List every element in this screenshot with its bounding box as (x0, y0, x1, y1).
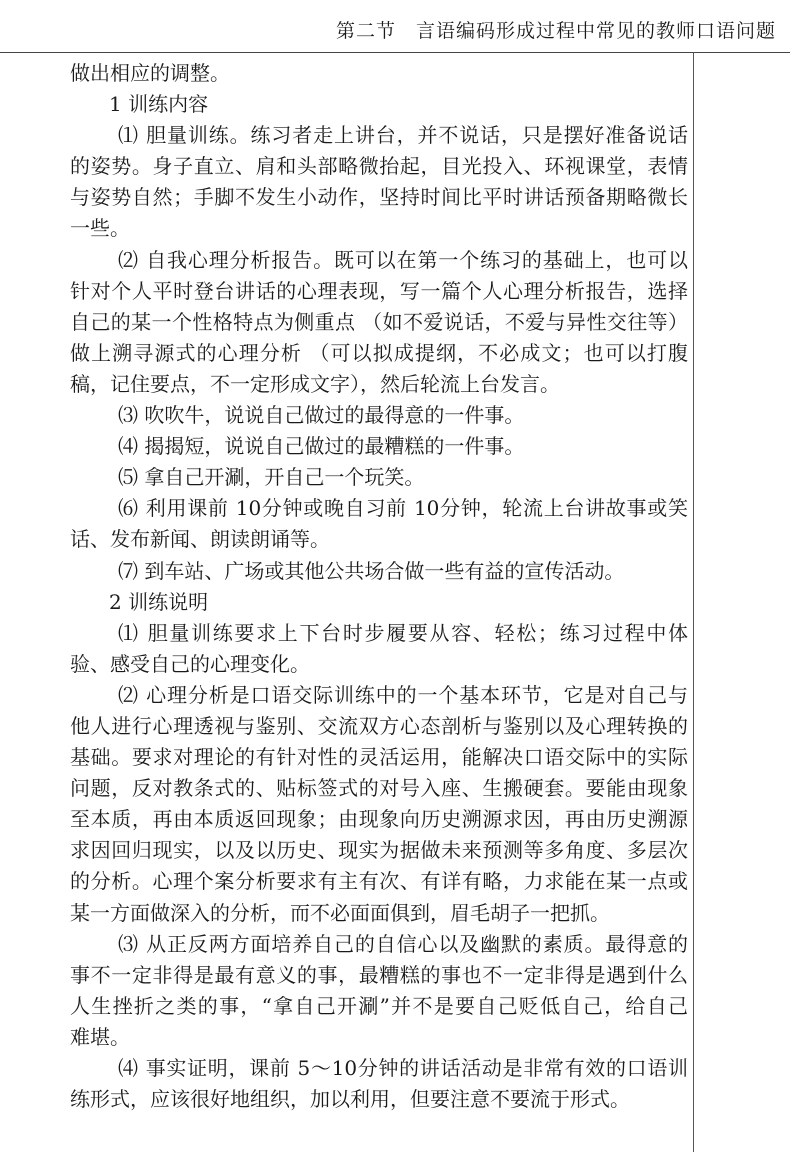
section-heading: 1 训练内容 (109, 92, 209, 117)
text-line: 人生挫折之类的事，“拿自己开涮”并不是要自己贬低自己，给自己 (70, 993, 688, 1018)
text-line: 做出相应的调整。 (70, 61, 230, 85)
text-line: 针对个人平时登台讲话的心理表现，写一篇个人心理分析报告，选择 (70, 278, 688, 303)
text-line: ⑹ 利用课前 10分钟或晚自习前 10分钟，轮流上台讲故事或笑 (118, 496, 688, 521)
margin-rule (693, 52, 694, 1152)
text-line: 事不一定非得是最有意义的事，最糟糕的事也不一定非得是遇到什么 (70, 962, 688, 987)
text-line: 与姿势自然；手脚不发生小动作，坚持时间比平时讲话预备期略微长 (70, 185, 688, 210)
text-line: 话、发布新闻、朗读朗诵等。 (70, 527, 330, 552)
text-line: 的姿势。身子直立、肩和头部略微抬起，目光投入、环视课堂，表情 (70, 154, 688, 179)
text-line: 问题，反对教条式的、贴标签式的对号入座、生搬硬套。要能由现象 (70, 776, 688, 801)
text-line: ⑺ 到车站、广场或其他公共场合做一些有益的宣传活动。 (118, 558, 625, 583)
text-line: 求因回归现实，以及以历史、现实为据做未来预测等多角度、多层次 (70, 838, 688, 863)
text-line: 某一方面做深入的分析，而不必面面俱到，眉毛胡子一把抓。 (70, 900, 610, 925)
text-line: ⑶ 从正反两方面培养自己的自信心以及幽默的素质。最得意的 (118, 931, 688, 956)
text-line: 验、感受自己的心理变化。 (70, 651, 310, 676)
text-line: 难堪。 (70, 1024, 130, 1049)
text-line: 至本质，再由本质返回现象；由现象向历史溯源求因，再由历史溯源 (70, 807, 688, 832)
page-header (0, 0, 790, 53)
text-line: ⑴ 胆量训练。练习者走上讲台，并不说话，只是摆好准备说话 (118, 123, 688, 148)
text-line: ⑵ 自我心理分析报告。既可以在第一个练习的基础上，也可以 (118, 247, 688, 272)
text-line: ⑸ 拿自己开涮，开自己一个玩笑。 (118, 465, 425, 490)
text-line: ⑴ 胆量训练要求上下台时步履要从容、轻松；练习过程中体 (118, 620, 688, 645)
text-line: 做上溯寻源式的心理分析 （可以拟成提纲，不必成文；也可以打腹 (70, 340, 688, 365)
section-heading: 2 训练说明 (109, 589, 209, 614)
text-line: ⑶ 吹吹牛，说说自己做过的最得意的一件事。 (118, 403, 525, 428)
text-line: 自己的某一个性格特点为侧重点 （如不爱说话，不爱与异性交往等） (70, 309, 688, 334)
text-line: ⑷ 揭揭短，说说自己做过的最糟糕的一件事。 (118, 434, 525, 459)
text-line: 的分析。心理个案分析要求有主有次、有详有略，力求能在某一点或 (70, 869, 688, 894)
text-line: ⑵ 心理分析是口语交际训练中的一个基本环节，它是对自己与 (118, 682, 688, 707)
body-text (70, 58, 688, 1115)
text-line: 一些。 (70, 216, 130, 241)
text-line: 稿，记住要点，不一定形成文字），然后轮流上台发言。 (70, 371, 560, 396)
text-line: 他人进行心理透视与鉴别、交流双方心态剖析与鉴别以及心理转换的 (70, 713, 688, 738)
text-line: ⑷ 事实证明，课前 5～10分钟的讲话活动是非常有效的口语训 (118, 1056, 688, 1080)
text-line: 基础。要求对理论的有针对性的灵活运用，能解决口语交际中的实际 (70, 745, 688, 770)
running-title: 第二节 言语编码形成过程中常见的教师口语问题 (335, 20, 776, 42)
text-line: 练形式，应该很好地组织，加以利用，但要注意不要流于形式。 (70, 1087, 630, 1112)
